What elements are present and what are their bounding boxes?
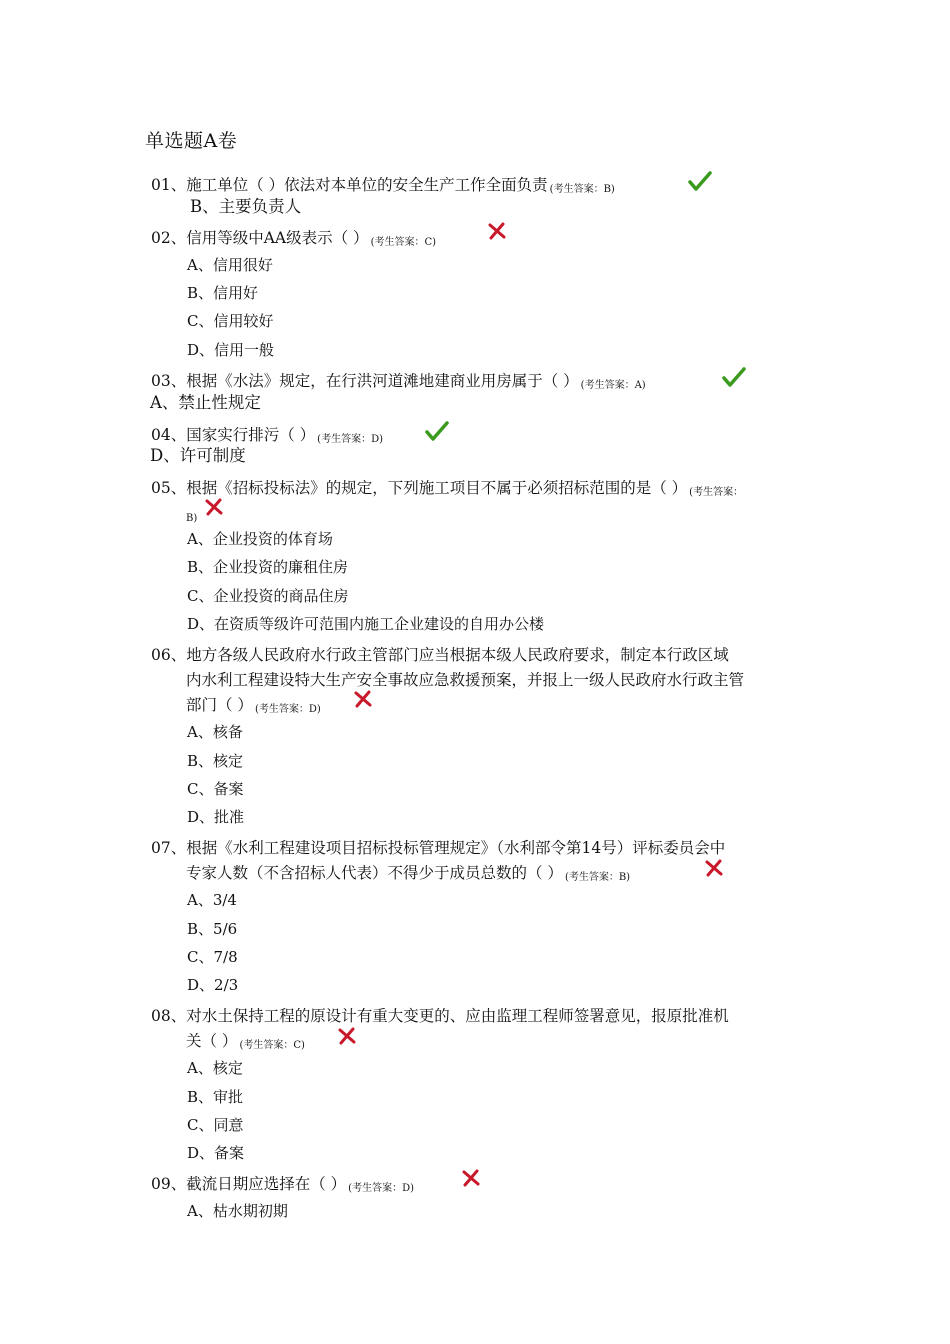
question-text: 专家人数（不含招标人代表）不得少于成员总数的（ ） — [186, 864, 563, 882]
question-number: 05、 — [151, 479, 187, 497]
option-a: A、枯水期初期 — [187, 1202, 288, 1220]
question-09 — [151, 1174, 414, 1199]
option-a: A、核定 — [187, 1059, 243, 1077]
question-number: 06、 — [151, 646, 187, 664]
question-06-line-3 — [186, 695, 321, 720]
option-b: B、主要负责人 — [190, 197, 302, 216]
question-text: 关（ ） — [186, 1032, 238, 1050]
question-text: 国家实行排污（ ） — [186, 426, 316, 444]
option-c: C、企业投资的商品住房 — [187, 587, 349, 605]
wrong-cross-icon — [204, 498, 224, 516]
question-text: 根据《水利工程建设项目招标投标管理规定》（水利部令第14号）评标委员会中 — [186, 839, 726, 857]
question-02 — [151, 228, 436, 253]
option-b: B、核定 — [187, 752, 244, 770]
student-answer: (考生答案：A) — [580, 380, 646, 391]
option-c: C、7/8 — [187, 948, 238, 966]
question-number: 09、 — [151, 1175, 187, 1193]
question-text: 根据《招标投标法》的规定，下列施工项目不属于必须招标范围的是（ ） — [186, 479, 688, 497]
option-a: A、核备 — [187, 723, 243, 741]
question-07-line-2 — [186, 863, 630, 888]
question-05 — [151, 478, 743, 503]
student-answer: (考生答案：B) — [564, 872, 631, 883]
question-08-line-1 — [151, 1006, 729, 1026]
option-b: B、信用好 — [187, 284, 259, 302]
question-text: 对水土保持工程的原设计有重大变更的、应由监理工程师签署意见，报原批准机 — [186, 1007, 729, 1025]
option-d: D、批准 — [187, 808, 245, 826]
question-text: 部门（ ） — [186, 696, 253, 714]
question-08-line-2 — [186, 1031, 305, 1056]
question-text: 根据《水法》规定，在行洪河道滩地建商业用房属于（ ） — [186, 372, 579, 390]
option-b: B、企业投资的廉租住房 — [187, 558, 349, 576]
wrong-cross-icon — [337, 1027, 357, 1045]
option-a: A、信用很好 — [187, 256, 273, 274]
question-text: 施工单位（ ）依法对本单位的安全生产工作全面负责 — [186, 176, 548, 194]
wrong-cross-icon — [461, 1169, 481, 1187]
option-d: D、信用一般 — [187, 341, 275, 359]
question-number: 04、 — [151, 426, 187, 444]
wrong-cross-icon — [487, 222, 507, 240]
question-07-line-1 — [151, 838, 725, 858]
question-text: 信用等级中AA级表示（ ） — [186, 229, 369, 247]
option-a: A、3/4 — [187, 891, 237, 909]
student-answer: (考生答案：D) — [348, 1183, 414, 1194]
question-number: 08、 — [151, 1007, 187, 1025]
option-a: A、企业投资的体育场 — [187, 530, 333, 548]
option-c: C、备案 — [187, 780, 244, 798]
question-text: 截流日期应选择在（ ） — [186, 1175, 347, 1193]
question-06-line-1 — [151, 645, 729, 665]
question-number: 01、 — [151, 176, 187, 194]
question-text: 地方各级人民政府水行政主管部门应当根据本级人民政府要求，制定本行政区域 — [186, 646, 729, 664]
page-title: 单选题A卷 — [145, 130, 238, 152]
student-answer: (考生答案：D) — [254, 704, 321, 715]
student-answer: (考生答案：C) — [239, 1040, 305, 1051]
question-06-line-2: 内水利工程建设特大生产安全事故应急救援预案，并报上一级人民政府水行政主管 — [186, 671, 745, 689]
question-number: 07、 — [151, 839, 187, 857]
option-a: A、禁止性规定 — [150, 393, 261, 412]
option-d: D、备案 — [187, 1144, 245, 1162]
wrong-cross-icon — [704, 859, 724, 877]
option-d: D、在资质等级许可范围内施工企业建设的自用办公楼 — [187, 615, 545, 633]
correct-check-icon — [425, 420, 449, 442]
student-answer: (考生答案： — [689, 487, 744, 498]
option-d: D、许可制度 — [150, 446, 246, 465]
option-b: B、5/6 — [187, 920, 238, 938]
correct-check-icon — [688, 170, 712, 192]
option-c: C、信用较好 — [187, 312, 274, 330]
question-number: 02、 — [151, 229, 187, 247]
student-answer: (考生答案：D) — [317, 434, 383, 445]
student-answer-continued: B) — [186, 513, 198, 524]
student-answer: (考生答案：B) — [549, 184, 615, 195]
student-answer: (考生答案：C) — [370, 237, 437, 248]
option-c: C、同意 — [187, 1116, 244, 1134]
option-b: B、审批 — [187, 1088, 244, 1106]
option-d: D、2/3 — [187, 976, 239, 994]
question-number: 03、 — [151, 372, 187, 390]
correct-check-icon — [722, 366, 746, 388]
wrong-cross-icon — [353, 690, 373, 708]
